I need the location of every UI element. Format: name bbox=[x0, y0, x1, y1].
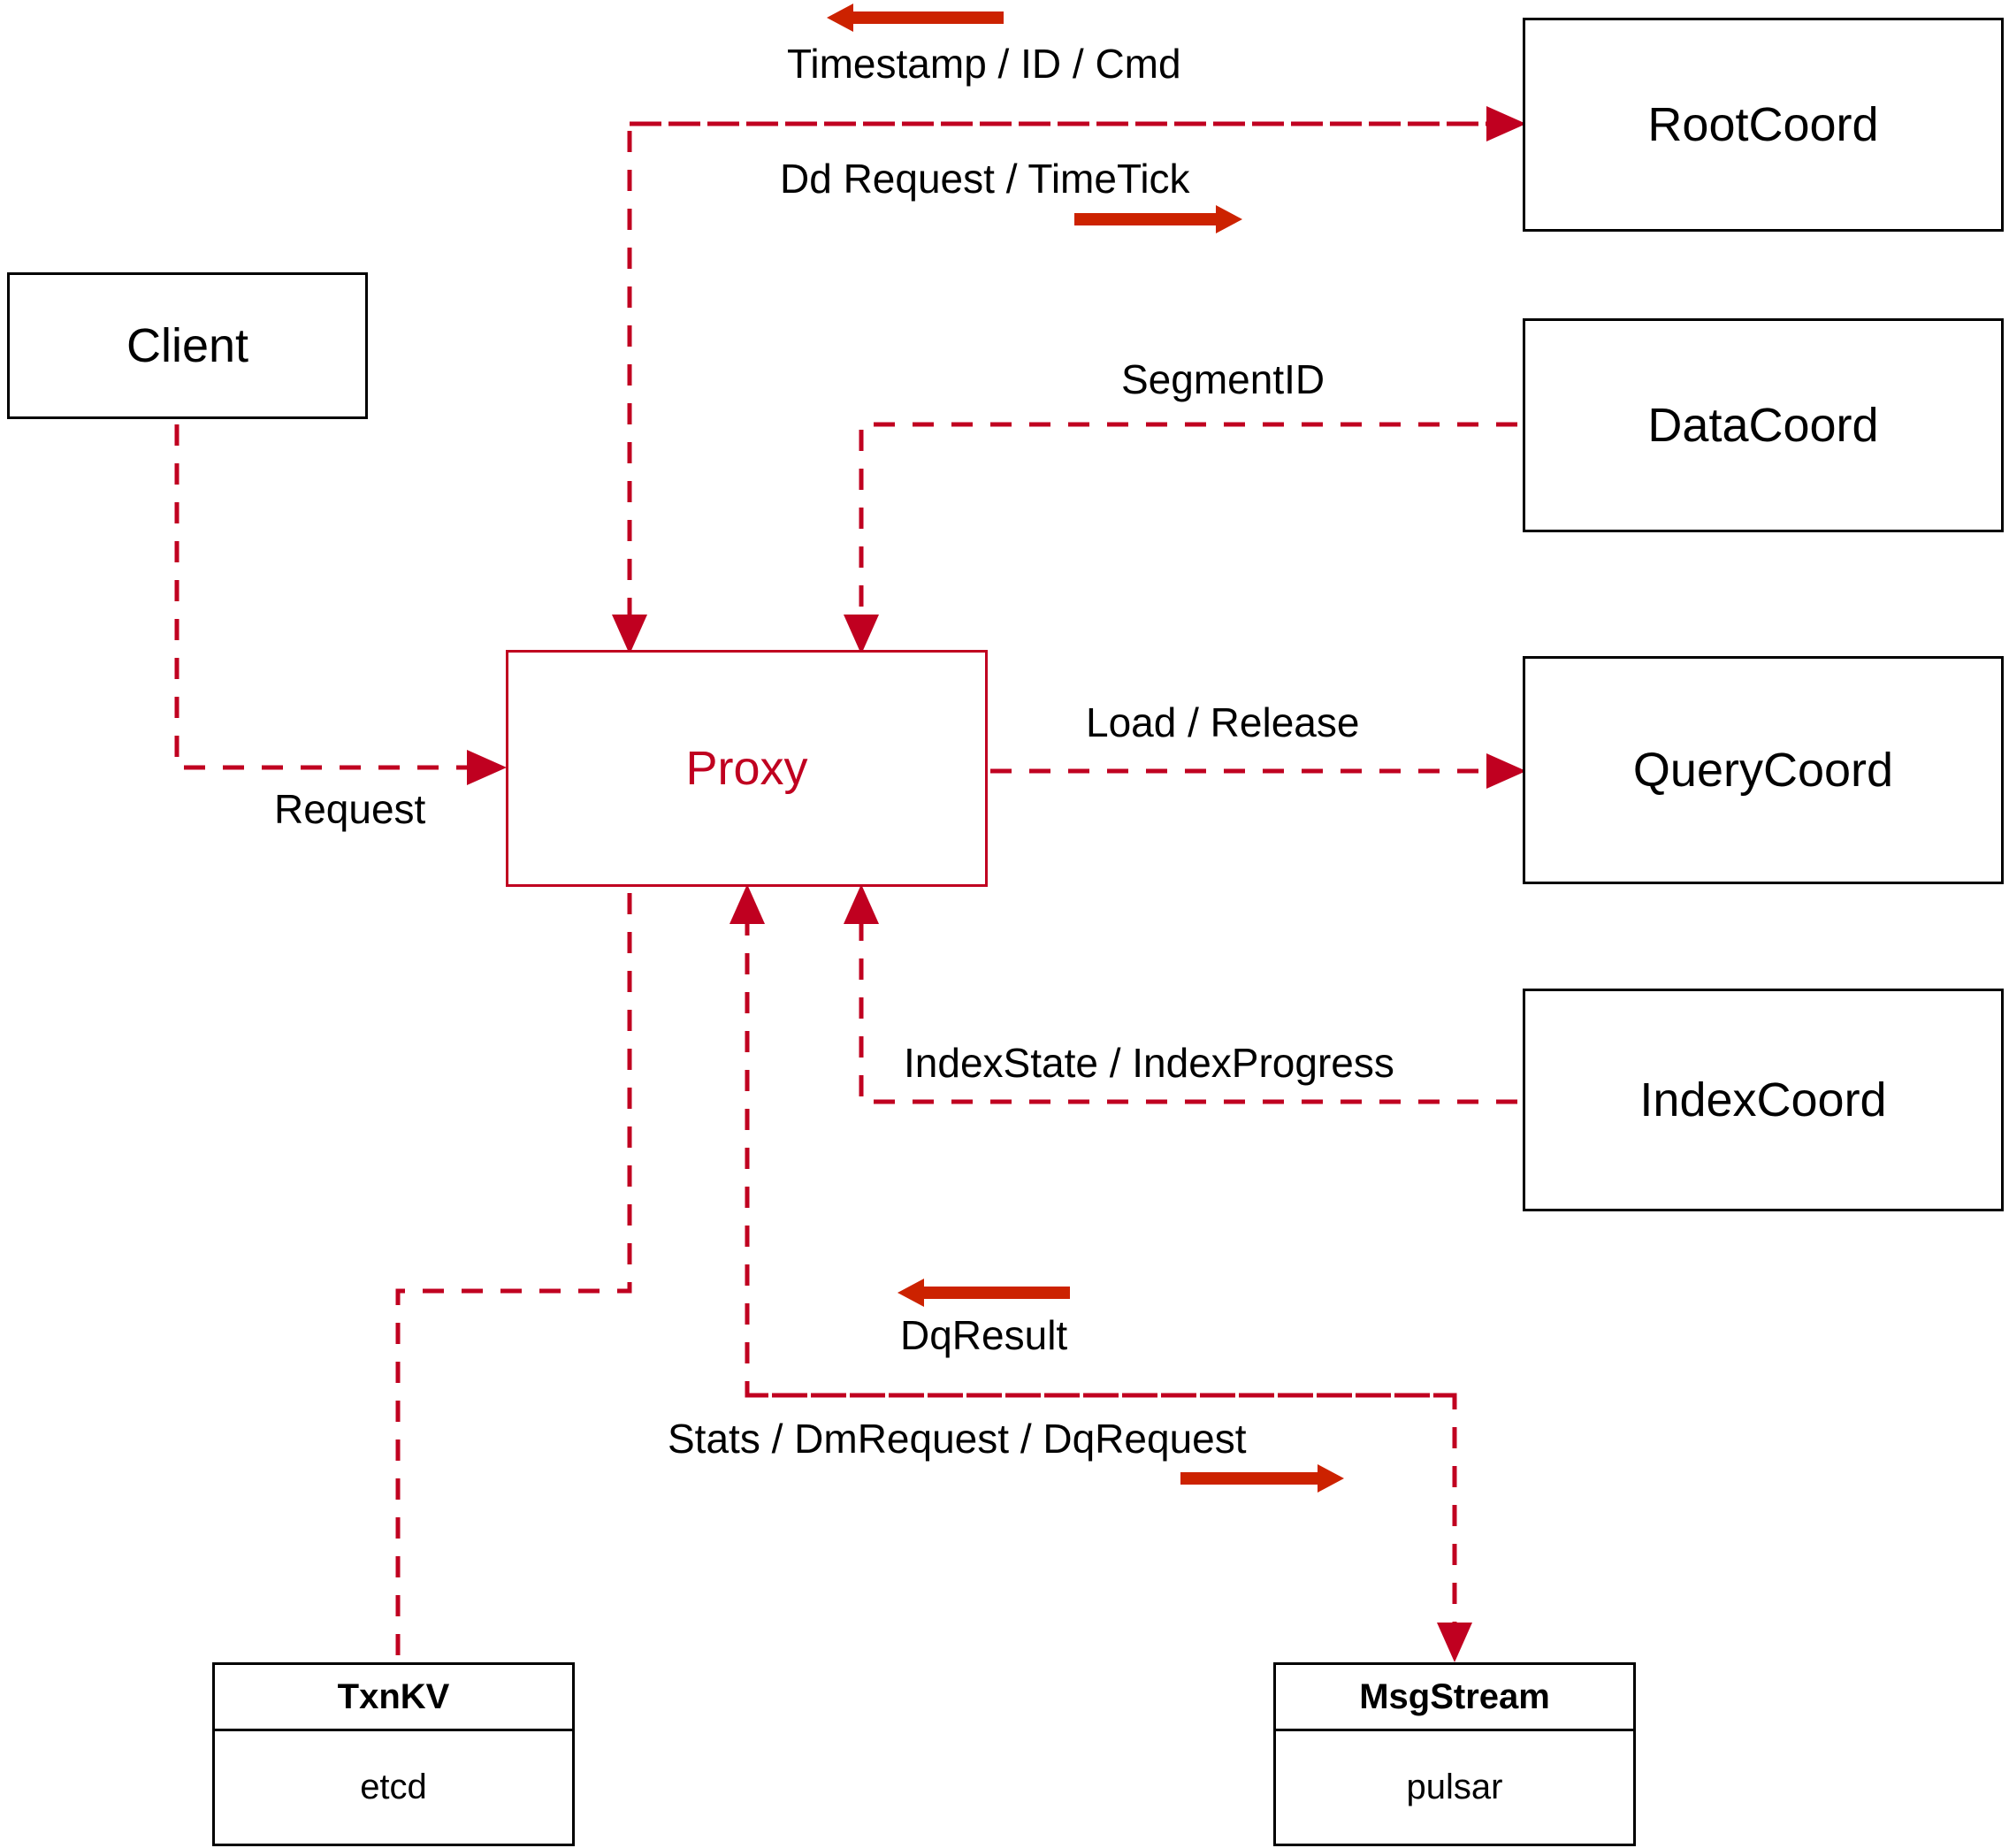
node-indexcoord-label: IndexCoord bbox=[1639, 1073, 1887, 1126]
edge-label-request: Request bbox=[274, 786, 426, 832]
store-msgstream-title: MsgStream bbox=[1276, 1665, 1633, 1731]
node-rootcoord[interactable] bbox=[1523, 18, 2004, 232]
edge-label-stats-dmrequest-dqrequest: Stats / DmRequest / DqRequest bbox=[668, 1416, 1247, 1462]
edge-label-indexstate-indexprogress: IndexState / IndexProgress bbox=[904, 1040, 1394, 1086]
edge-msgstream-proxy bbox=[747, 893, 1455, 1395]
store-msgstream-body: pulsar bbox=[1406, 1768, 1503, 1806]
node-querycoord[interactable] bbox=[1523, 656, 2004, 884]
edge-label-segmentid: SegmentID bbox=[1121, 356, 1325, 402]
node-client-label: Client bbox=[126, 319, 249, 372]
edge-proxy-txnkv bbox=[398, 893, 630, 1662]
edge-label-timestamp-id-cmd: Timestamp / ID / Cmd bbox=[787, 41, 1181, 87]
store-msgstream[interactable] bbox=[1273, 1662, 1636, 1846]
node-proxy-label: Proxy bbox=[685, 742, 808, 795]
node-rootcoord-label: RootCoord bbox=[1647, 98, 1879, 151]
node-datacoord[interactable] bbox=[1523, 318, 2004, 532]
edge-label-dd-request-timetick: Dd Request / TimeTick bbox=[780, 156, 1190, 202]
store-txnkv-body: etcd bbox=[360, 1768, 427, 1806]
edge-label-load-release: Load / Release bbox=[1086, 699, 1360, 745]
direction-arrow-dmrequest bbox=[1180, 1464, 1344, 1493]
store-txnkv-title: TxnKV bbox=[215, 1665, 572, 1731]
edge-datacoord-proxy bbox=[861, 424, 1517, 645]
node-indexcoord[interactable] bbox=[1523, 989, 2004, 1211]
direction-arrow-ddrequest bbox=[1074, 205, 1242, 233]
node-client[interactable] bbox=[7, 272, 368, 419]
edge-label-dqresult: DqResult bbox=[900, 1312, 1068, 1358]
direction-arrow-dqresult bbox=[898, 1279, 1070, 1307]
node-proxy[interactable] bbox=[506, 650, 988, 887]
edge-client-proxy bbox=[177, 424, 498, 767]
node-querycoord-label: QueryCoord bbox=[1632, 744, 1894, 797]
node-datacoord-label: DataCoord bbox=[1647, 399, 1879, 452]
store-txnkv[interactable] bbox=[212, 1662, 575, 1846]
direction-arrow-timestamp bbox=[827, 4, 1004, 32]
